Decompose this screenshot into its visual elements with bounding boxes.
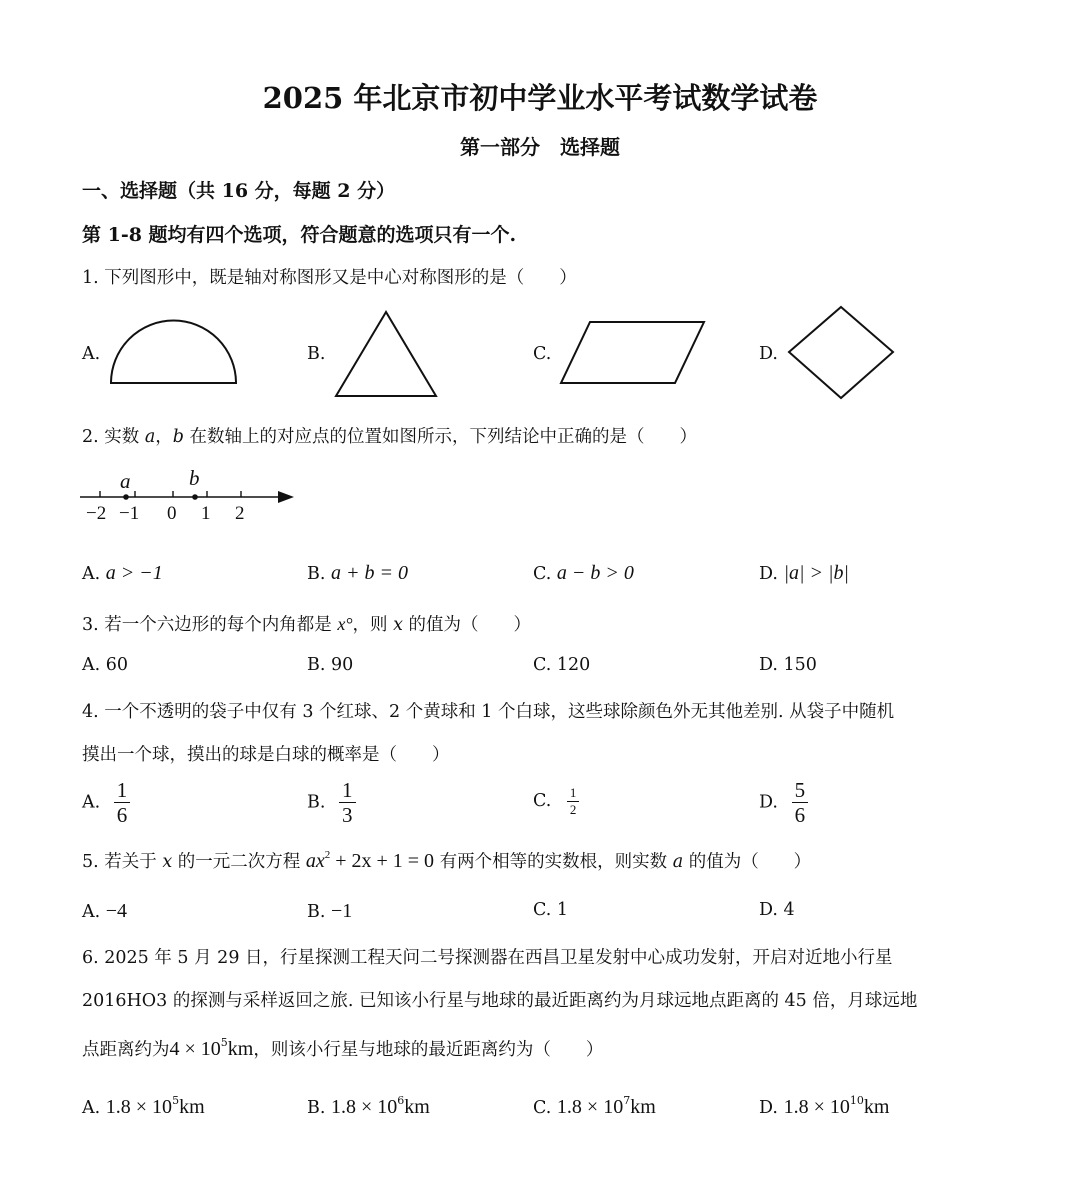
q5-text-end: 的值为（ ）	[683, 852, 812, 872]
numerator: 1	[114, 779, 131, 803]
q6-exp-b: 6	[397, 1094, 405, 1107]
q6-label-c: C.	[533, 1098, 552, 1118]
q5-option-c: C. 1	[533, 900, 569, 920]
section-heading: 一、选择题（共 16 分，每题 2 分）	[82, 180, 396, 202]
q5-var-x: x	[162, 852, 173, 872]
q6-text-post: ，则该小行星与地球的最近距离约为（ ）	[253, 1040, 604, 1060]
q6-base-c: 1.8 × 10	[556, 1096, 624, 1118]
denominator: 6	[116, 803, 128, 828]
q6-option-a	[82, 1096, 205, 1119]
q5-eq-a: ax	[305, 850, 325, 872]
point-b-label: b	[189, 466, 200, 490]
page-title: 2025 年北京市初中学业水平考试数学试卷	[262, 81, 818, 115]
q3-text-pre: 3. 若一个六边形的每个内角都是	[82, 615, 338, 635]
q5-text-mid: 的一元二次方程	[172, 852, 306, 872]
fraction	[339, 779, 356, 826]
q2-expr-d: |a| > |b|	[783, 562, 850, 584]
q3-option-a: A. 60	[82, 655, 129, 675]
q6-option-d	[759, 1096, 889, 1119]
q6-exp-a: 5	[172, 1094, 180, 1107]
q6-label-d: D.	[759, 1098, 778, 1118]
numerator: 1	[567, 786, 580, 802]
q2-var-a: a	[144, 427, 156, 447]
fraction	[567, 786, 580, 816]
q5-option-d: D. 4	[759, 900, 795, 920]
instruction: 第 1-8 题均有四个选项，符合题意的选项只有一个.	[82, 224, 517, 246]
tick-label: −1	[119, 503, 140, 524]
question-5	[82, 848, 811, 873]
question-3	[82, 611, 531, 636]
denominator: 2	[569, 801, 577, 817]
denominator: 3	[342, 803, 353, 828]
tick-label: 0	[167, 503, 177, 524]
q3-text-mid: ，则	[352, 615, 394, 635]
q2-label-a: A.	[82, 564, 101, 584]
q5-label-b: B.	[307, 902, 326, 922]
q1-label-c: C.	[533, 344, 552, 364]
number-line	[0, 0, 1080, 530]
q6-base-b: 1.8 × 10	[331, 1096, 398, 1118]
q5-text-post: 有两个相等的实数根，则实数	[434, 852, 673, 872]
q5-label-a: A.	[82, 902, 101, 922]
q6-text-pre: 点距离约为	[82, 1040, 170, 1060]
q1-label-b: B.	[307, 344, 326, 364]
q3-text-post: 的值为（ ）	[402, 615, 532, 635]
q6-unit-c: km	[630, 1096, 656, 1118]
q2-label-d: D.	[759, 564, 778, 584]
q4-label-a: A.	[82, 792, 101, 813]
q6-label-b: B.	[307, 1098, 326, 1118]
q2-label-b: B.	[307, 564, 326, 584]
q2-text-pre: 2. 实数	[82, 427, 145, 447]
q2-expr-a: a > −1	[105, 562, 163, 584]
q5-value-a: −4	[105, 900, 128, 922]
q4-option-c	[533, 786, 579, 816]
question-6-line-2: 2016HO3 的探测与采样返回之旅. 已知该小行星与地球的最近距离约为月球远地点距离的 45 倍，月球远地	[82, 991, 918, 1011]
q6-label-a: A.	[82, 1098, 101, 1118]
q6-base-d: 1.8 × 10	[783, 1096, 850, 1118]
q4-label-d: D.	[759, 792, 778, 813]
q2-text-post: 在数轴上的对应点的位置如图所示，下列结论中正确的是（ ）	[183, 427, 698, 447]
q2-option-c	[533, 562, 634, 585]
denominator: 6	[794, 803, 806, 828]
part-subtitle: 第一部分 选择题	[460, 135, 620, 159]
q4-option-a	[82, 779, 130, 826]
q2-expr-b: a + b = 0	[331, 562, 409, 584]
point-a-dot	[123, 494, 129, 500]
tick-label: 1	[201, 503, 211, 524]
q5-var-a: a	[672, 852, 684, 872]
q3-option-c: C. 120	[533, 655, 591, 675]
tick-label: −2	[86, 503, 107, 524]
point-a-label: a	[120, 469, 131, 493]
q4-option-b	[307, 779, 356, 826]
q6-exponent: 5	[220, 1036, 228, 1049]
q2-option-a	[82, 562, 163, 585]
q6-base-a: 1.8 × 10	[105, 1096, 173, 1118]
q5-text-pre: 5. 若关于	[82, 852, 163, 872]
q2-option-b	[307, 562, 408, 585]
q6-base: 4 × 10	[169, 1038, 221, 1060]
q4-label-c: C.	[533, 791, 552, 812]
q6-option-b	[307, 1096, 430, 1119]
numerator: 5	[792, 779, 809, 803]
question-6-line-1: 6. 2025 年 5 月 29 日，行星探测工程天问二号探测器在西昌卫星发射中心成功发射，开启对近地小行星	[82, 948, 893, 968]
numerator: 1	[339, 779, 356, 803]
q2-option-d	[759, 562, 849, 585]
point-b-dot	[192, 494, 198, 500]
q3-var: x	[393, 615, 403, 635]
q1-label-a: A.	[82, 344, 101, 364]
question-1: 1. 下列图形中，既是轴对称图形又是中心对称图形的是（ ）	[82, 268, 577, 288]
q2-sep: ，	[155, 427, 173, 447]
q5-equation	[306, 850, 434, 872]
q6-unit: km	[227, 1038, 254, 1060]
q3-expr: x°	[337, 614, 353, 634]
q5-eq-rest: + 2x + 1 = 0	[330, 850, 435, 872]
fraction	[114, 779, 131, 826]
q1-label-d: D.	[759, 344, 778, 364]
q5-option-b	[307, 900, 352, 923]
q6-unit-a: km	[179, 1096, 205, 1118]
q6-unit-d: km	[863, 1096, 890, 1118]
q5-value-b: −1	[331, 900, 353, 922]
question-4-line-1: 4. 一个不透明的袋子中仅有 3 个红球、2 个黄球和 1 个白球，这些球除颜色外无其他差别. 从袋子中随机	[82, 702, 895, 722]
question-6-line-3	[82, 1036, 603, 1061]
q4-option-d	[759, 779, 808, 826]
q6-exp-d: 10	[849, 1094, 864, 1107]
arrow-head-icon	[278, 491, 294, 503]
q6-option-c	[533, 1096, 656, 1119]
fraction	[792, 779, 809, 826]
question-4-line-2: 摸出一个球，摸出的球是白球的概率是（ ）	[82, 745, 450, 765]
tick-label: 2	[235, 503, 245, 524]
q4-label-b: B.	[307, 792, 326, 813]
q3-option-b: B. 90	[307, 655, 354, 675]
q5-option-a	[82, 900, 127, 923]
q5-eq-sup: 2	[324, 849, 331, 861]
q3-option-d: D. 150	[759, 655, 817, 675]
q2-expr-c: a − b > 0	[556, 562, 634, 584]
q2-var-b: b	[172, 427, 184, 447]
q6-unit-b: km	[404, 1096, 430, 1118]
q2-label-c: C.	[533, 564, 552, 584]
q6-exp-c: 7	[623, 1094, 631, 1107]
